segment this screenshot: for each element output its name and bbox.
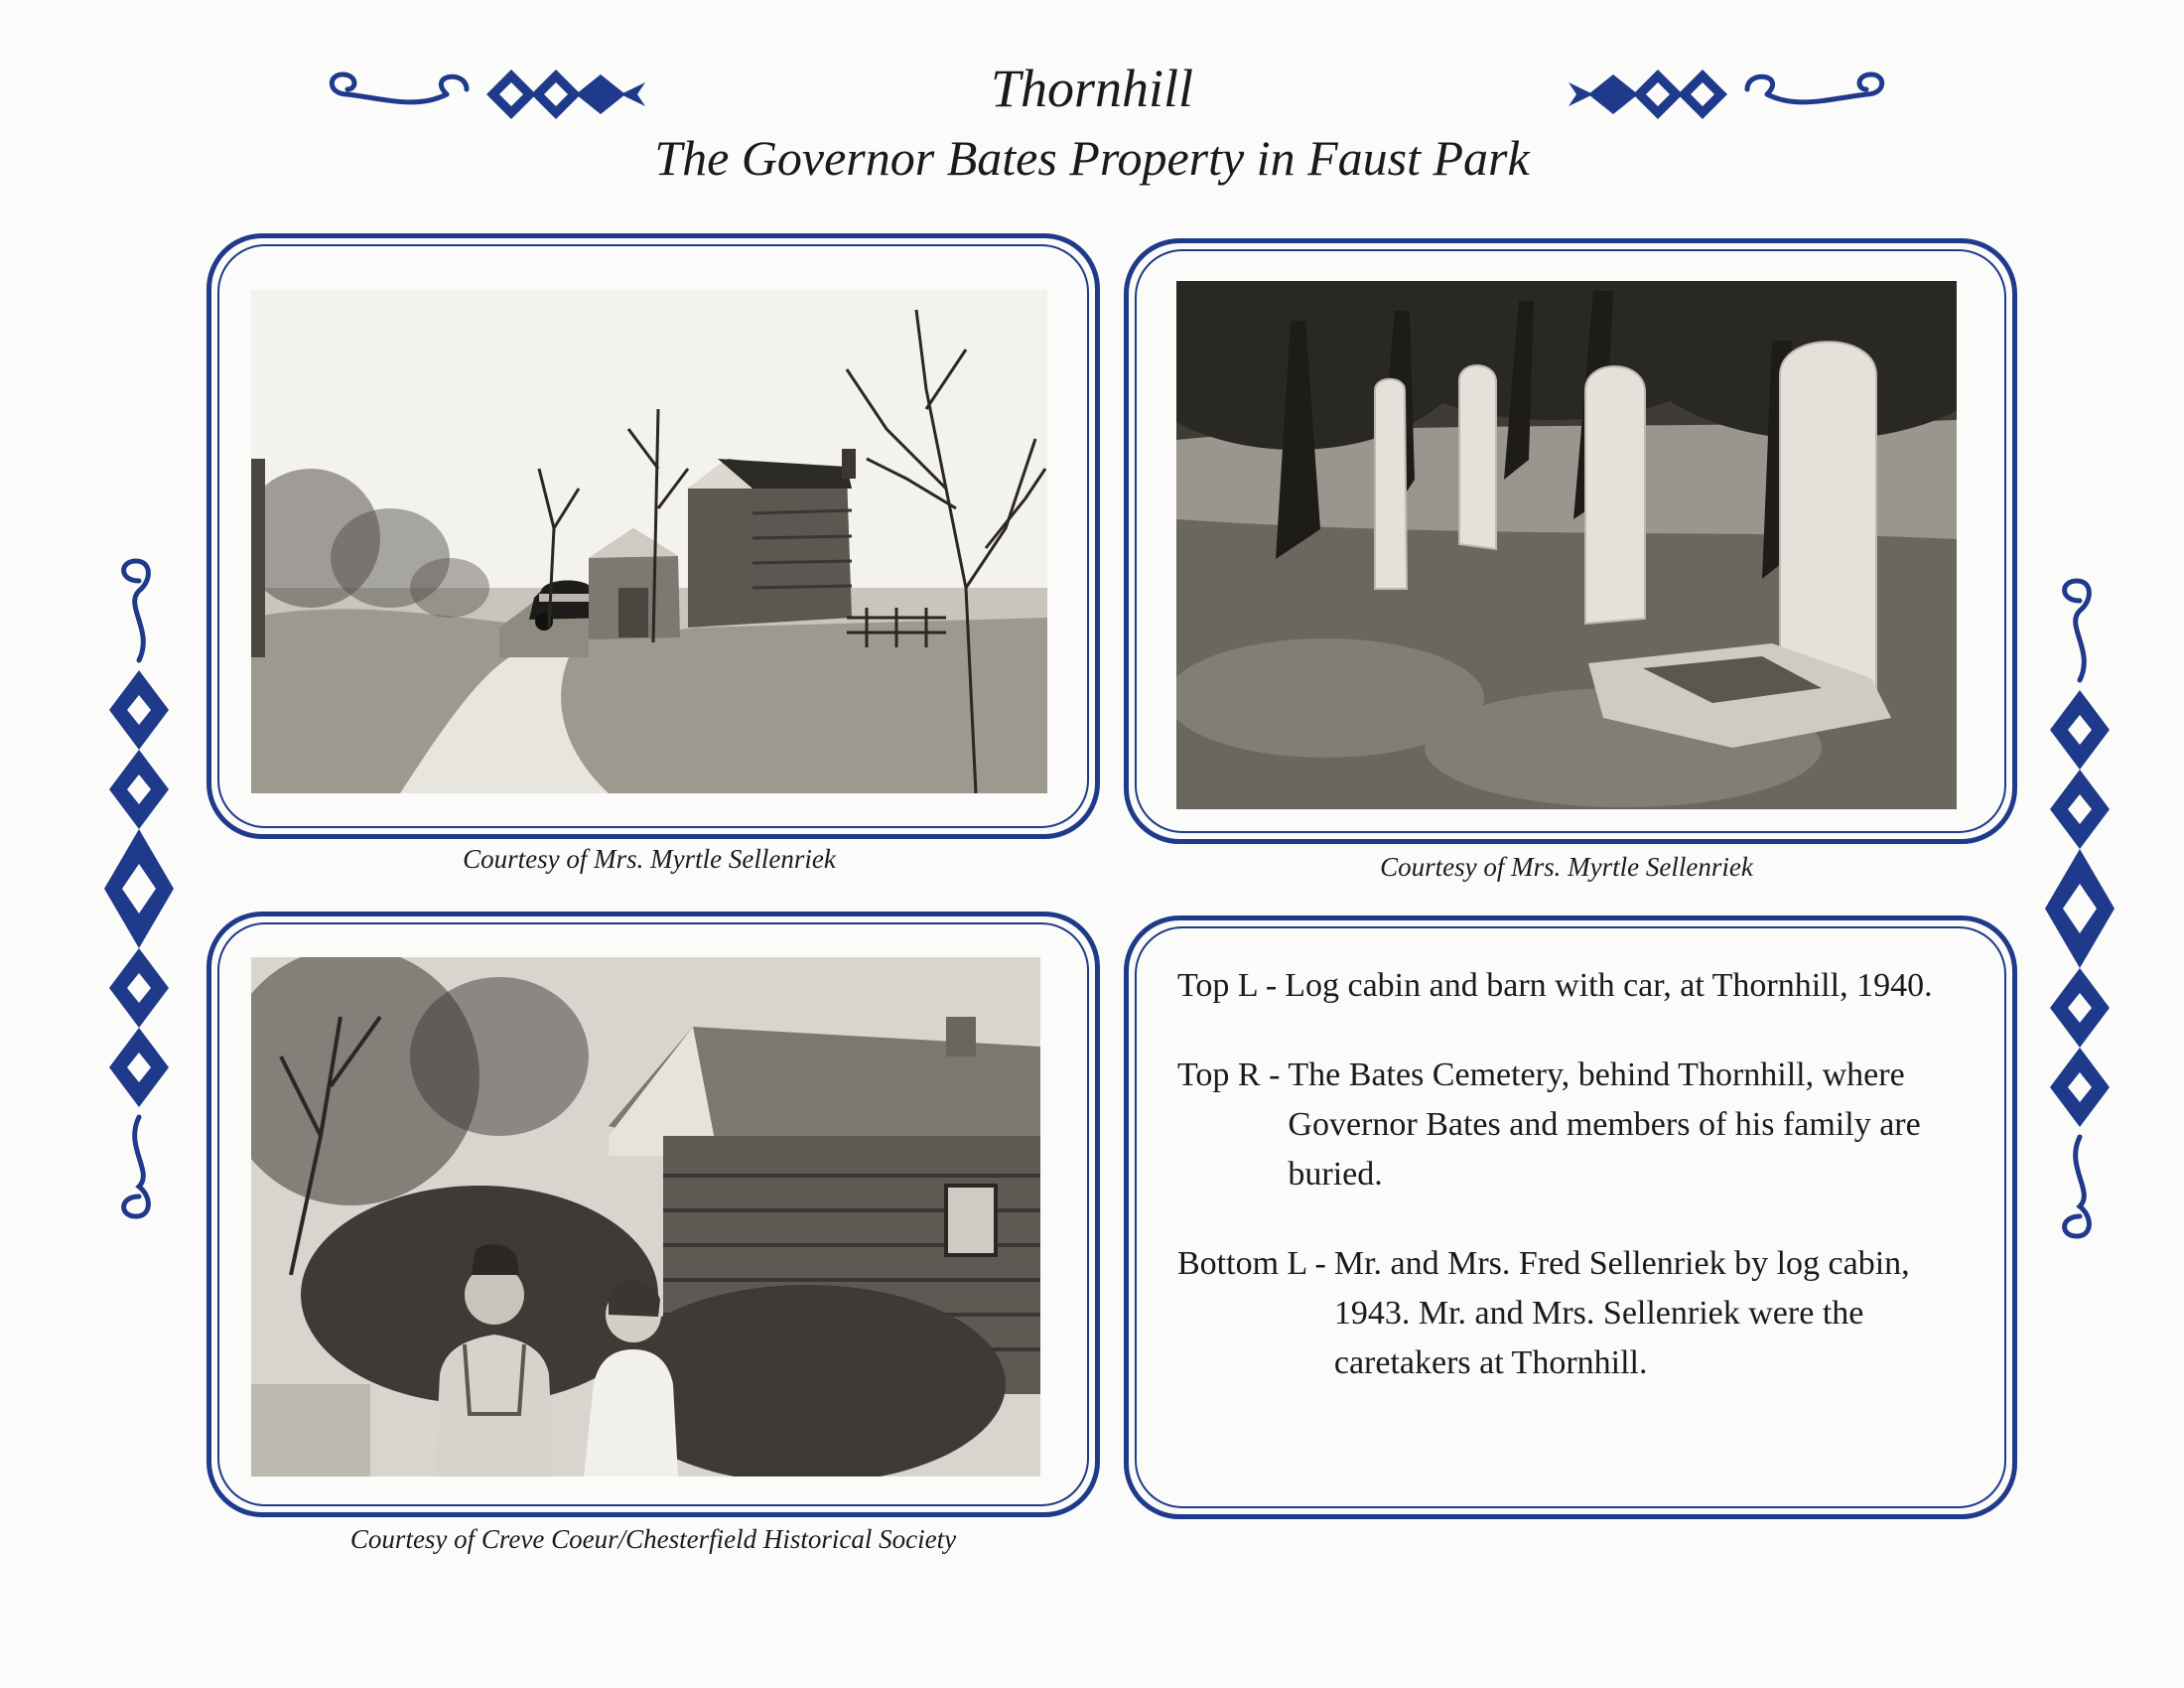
note-text: Mr. and Mrs. Fred Sellenriek by log cabin, 1943. Mr. and Mrs. Sellenriek were the caretakers at Thornhill. — [1333, 1245, 1910, 1381]
note-bottom-left — [1177, 1239, 2011, 1388]
page-title: Thornhill — [990, 59, 1194, 118]
note-text: Log cabin and barn with car, at Thornhill, 1940. — [1285, 967, 1933, 1004]
note-label: Top L - — [1177, 967, 1278, 1004]
photo-log-cabin-barn-car — [251, 290, 1047, 793]
page-subtitle: The Governor Bates Property in Faust Park — [654, 130, 1530, 186]
caption-top-left: Courtesy of Mrs. Myrtle Sellenriek — [463, 844, 836, 874]
caption-bottom-left: Courtesy of Creve Coeur/Chesterfield Historical Society — [349, 1524, 957, 1554]
note-label: Bottom L - — [1177, 1245, 1326, 1282]
note-text: The Bates Cemetery, behind Thornhill, where Governor Bates and members of his family are buried. — [1288, 1056, 1921, 1193]
note-label: Top R - — [1177, 1056, 1281, 1093]
note-top-left — [1177, 961, 2011, 1011]
photo-notes — [1177, 961, 2011, 1428]
caption-top-right: Courtesy of Mrs. Myrtle Sellenriek — [1380, 852, 1753, 882]
photo-sellenriek-couple — [251, 957, 1040, 1477]
side-ornament-left-icon — [94, 551, 184, 1226]
note-top-right — [1177, 1051, 2011, 1199]
side-ornament-right-icon — [2035, 571, 2124, 1246]
photo-bates-cemetery — [1176, 281, 1957, 809]
